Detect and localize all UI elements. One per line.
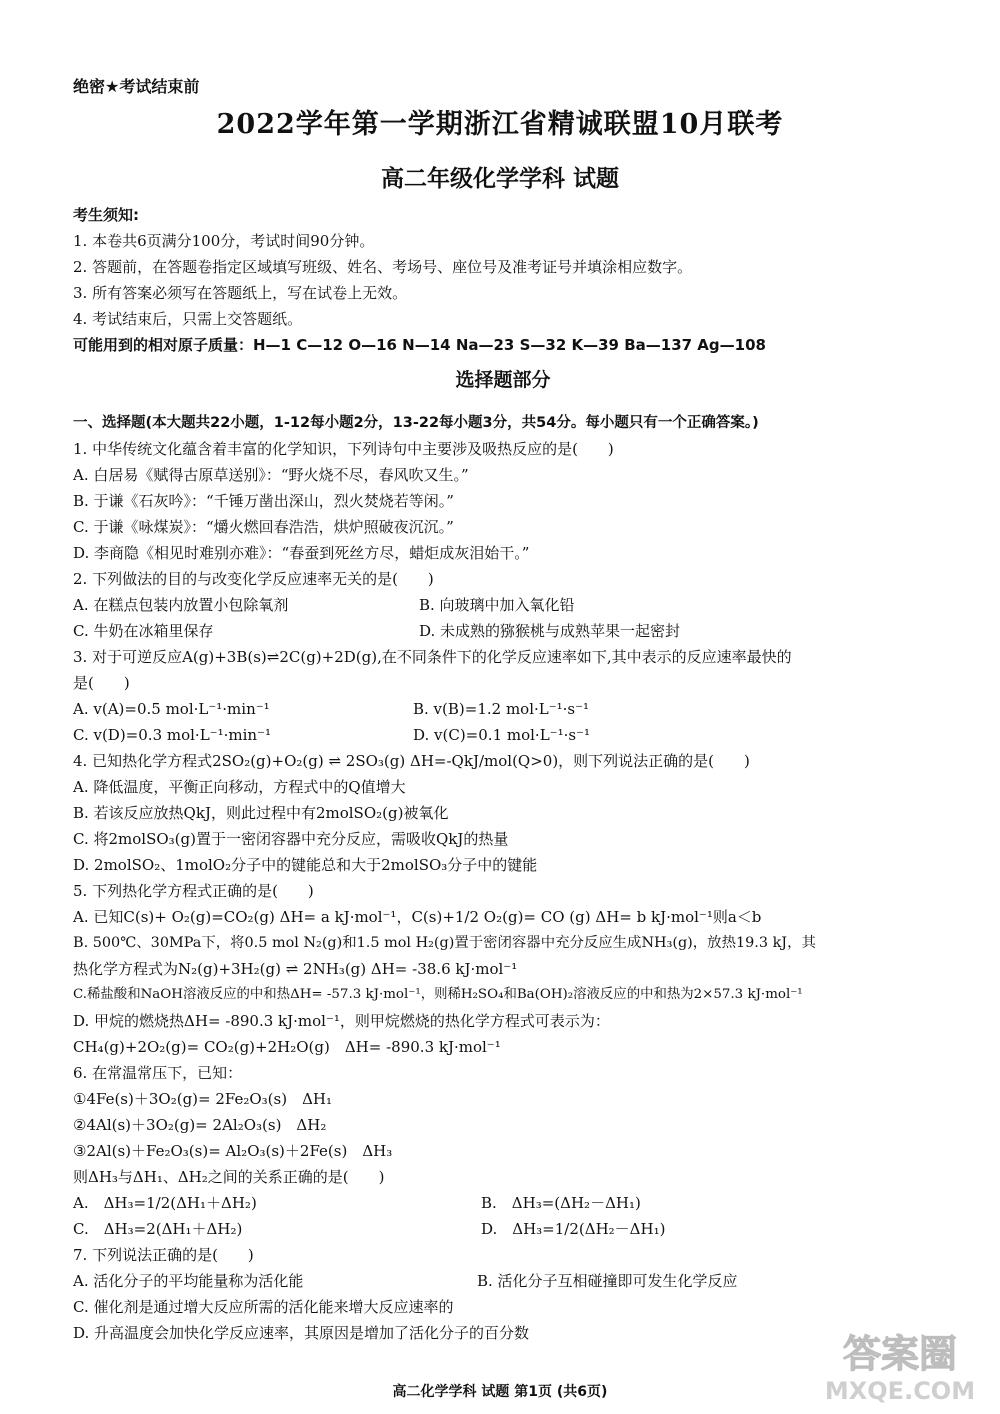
question-1-option-d: D. 李商隐《相见时难别亦难》：“春蚕到死丝方尽，蜡炬成灰泪始干。” — [73, 544, 530, 562]
question-1-stem: 1. 中华传统文化蕴含着丰富的化学知识，下列诗句中主要涉及吸热反应的是( ) — [73, 440, 614, 458]
question-1-option-c: C. 于谦《咏煤炭》：“爝火燃回春浩浩，烘炉照破夜沉沉。” — [73, 518, 454, 536]
watermark-text: 答案圈 — [842, 1332, 958, 1376]
question-6-equation-2: ②4Al(s)＋3O₂(g)= 2Al₂O₃(s) ΔH₂ — [73, 1116, 327, 1134]
question-5-option-d: D. 甲烷的燃烧热ΔH= -890.3 kJ·mol⁻¹，则甲烷燃烧的热化学方程式可表示为： — [73, 1012, 610, 1030]
question-2-stem: 2. 下列做法的目的与改变化学反应速率无关的是( ) — [73, 570, 434, 588]
question-2-option-d: D. 未成熟的猕猴桃与成熟苹果一起密封 — [419, 622, 681, 640]
question-6-ask: 则ΔH₃与ΔH₁、ΔH₂之间的关系正确的是( ) — [73, 1168, 385, 1186]
notice-item: 4. 考试结束后，只需上交答题纸。 — [73, 310, 303, 328]
notice-heading: 考生须知: — [73, 206, 139, 224]
atomic-masses: 可能用到的相对原子质量：H—1 C—12 O—16 N—14 Na—23 S—32 K—39 Ba—137 Ag—108 — [73, 336, 766, 354]
question-3-stem-cont: 是( ) — [73, 674, 130, 692]
question-2-option-a: A. 在糕点包装内放置小包除氧剂 — [73, 596, 289, 614]
notice-item: 2. 答题前，在答题卷指定区域填写班级、姓名、考场号、座位号及准考证号并填涂相应数字。 — [73, 258, 693, 276]
question-7-option-b: B. 活化分子互相碰撞即可发生化学反应 — [477, 1272, 738, 1290]
question-7-option-d: D. 升高温度会加快化学反应速率，其原因是增加了活化分子的百分数 — [73, 1324, 530, 1342]
question-3-option-a: A. v(A)=0.5 mol·L⁻¹·min⁻¹ — [73, 700, 270, 718]
question-3-stem: 3. 对于可逆反应A(g)+3B(s)⇌2C(g)+2D(g),在不同条件下的化学反应速率如下,其中表示的反应速率最快的 — [73, 648, 792, 666]
question-6-option-d: D. ΔH₃=1/2(ΔH₂－ΔH₁) — [481, 1220, 666, 1238]
question-6-equation-1: ①4Fe(s)＋3O₂(g)= 2Fe₂O₃(s) ΔH₁ — [73, 1090, 333, 1108]
question-5-option-d-cont: CH₄(g)+2O₂(g)= CO₂(g)+2H₂O(g) ΔH= -890.3 kJ·mol⁻¹ — [73, 1038, 501, 1056]
question-3-option-d: D. v(C)=0.1 mol·L⁻¹·s⁻¹ — [413, 726, 590, 744]
section-intro: 一、选择题(本大题共22小题，1-12每小题2分，13-22每小题3分，共54分。每小题只有一个正确答案。) — [73, 415, 759, 431]
question-6-stem: 6. 在常温常压下，已知： — [73, 1064, 243, 1082]
question-5-stem: 5. 下列热化学方程式正确的是( ) — [73, 882, 314, 900]
question-6-option-c: C. ΔH₃=2(ΔH₁＋ΔH₂) — [73, 1220, 243, 1238]
question-2-option-c: C. 牛奶在冰箱里保存 — [73, 622, 214, 640]
question-3-option-b: B. v(B)=1.2 mol·L⁻¹·s⁻¹ — [413, 700, 590, 718]
question-1-option-a: A. 白居易《赋得古原草送别》：“野火烧不尽，春风吹又生。” — [73, 466, 469, 484]
question-6-equation-3: ③2Al(s)＋Fe₂O₃(s)= Al₂O₃(s)＋2Fe(s) ΔH₃ — [73, 1142, 393, 1160]
secret-label: 绝密★考试结束前 — [73, 77, 200, 96]
notice-item: 3. 所有答案必须写在答题纸上，写在试卷上无效。 — [73, 284, 408, 302]
question-4-option-a: A. 降低温度，平衡正向移动，方程式中的Q值增大 — [73, 778, 406, 796]
page-footer: 高二化学学科 试题 第1页 (共6页) — [392, 1384, 608, 1400]
question-4-option-c: C. 将2molSO₃(g)置于一密闭容器中充分反应，需吸收QkJ的热量 — [73, 830, 509, 848]
watermark-logo — [810, 1325, 990, 1405]
exam-subtitle: 高二年级化学学科 试题 — [380, 165, 619, 192]
question-3-option-c: C. v(D)=0.3 mol·L⁻¹·min⁻¹ — [73, 726, 271, 744]
section-title: 选择题部分 — [455, 369, 551, 391]
question-7-option-c: C. 催化剂是通过增大反应所需的活化能来增大反应速率的 — [73, 1298, 454, 1316]
question-4-stem: 4. 已知热化学方程式2SO₂(g)+O₂(g) ⇌ 2SO₃(g) ΔH=-QkJ/mol(Q>0)，则下列说法正确的是( ) — [73, 752, 750, 770]
question-7-stem: 7. 下列说法正确的是( ) — [73, 1246, 254, 1264]
question-6-option-a: A. ΔH₃=1/2(ΔH₁＋ΔH₂) — [73, 1194, 257, 1212]
question-5-option-c: C.稀盐酸和NaOH溶液反应的中和热ΔH= -57.3 kJ·mol⁻¹，则稀H₂SO₄和Ba(OH)₂溶液反应的中和热为2×57.3 kJ·mol⁻¹ — [73, 987, 803, 1002]
question-2-option-b: B. 向玻璃中加入氧化铅 — [419, 596, 575, 614]
exam-title: 2022学年第一学期浙江省精诚联盟10月联考 — [216, 109, 784, 140]
question-7-option-a: A. 活化分子的平均能量称为活化能 — [73, 1272, 304, 1290]
question-6-option-b: B. ΔH₃=(ΔH₂－ΔH₁) — [481, 1194, 641, 1212]
notice-item: 1. 本卷共6页满分100分，考试时间90分钟。 — [73, 232, 375, 250]
watermark-domain: MXQE.COM — [824, 1377, 976, 1405]
question-4-option-d: D. 2molSO₂、1molO₂分子中的键能总和大于2molSO₃分子中的键能 — [73, 856, 538, 874]
question-4-option-b: B. 若该反应放热QkJ，则此过程中有2molSO₂(g)被氧化 — [73, 804, 449, 822]
question-1-option-b: B. 于谦《石灰吟》：“千锤万凿出深山，烈火焚烧若等闲。” — [73, 492, 454, 510]
question-5-option-a: A. 已知C(s)+ O₂(g)=CO₂(g) ΔH= a kJ·mol⁻¹，C(s)+1/2 O₂(g)= CO (g) ΔH= b kJ·mol⁻¹则a＜b — [73, 908, 762, 926]
question-5-option-b: B. 500℃、30MPa下，将0.5 mol N₂(g)和1.5 mol H₂(g)置于密闭容器中充分反应生成NH₃(g)，放热19.3 kJ，其 — [73, 935, 816, 951]
question-5-option-b-cont: 热化学方程式为N₂(g)+3H₂(g) ⇌ 2NH₃(g) ΔH= -38.6 kJ·mol⁻¹ — [73, 960, 518, 978]
